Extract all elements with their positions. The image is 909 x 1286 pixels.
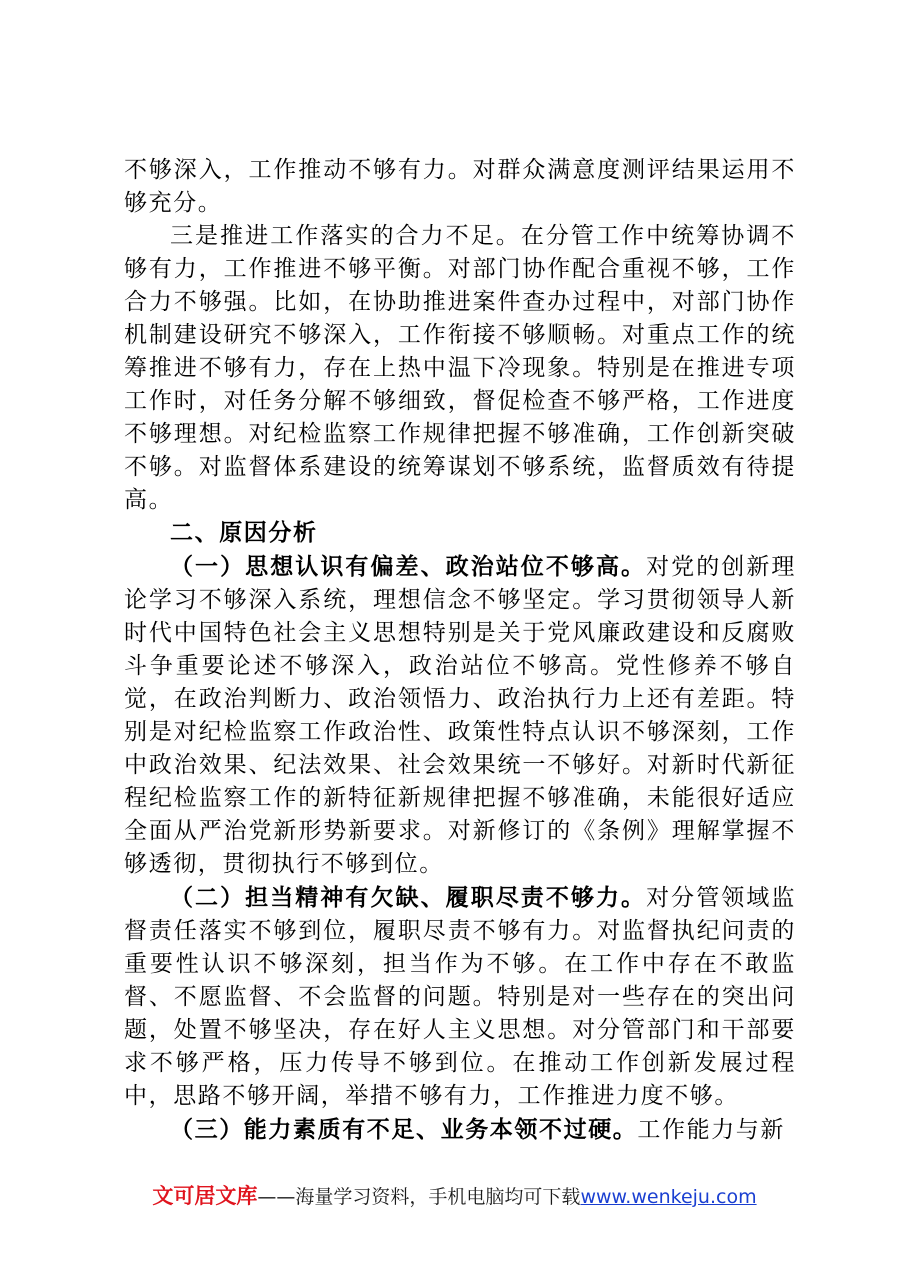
subsection-body: 对党的创新理论学习不够深入系统，理想信念不够坚定。学习贯彻领导人新时代中国特色社会主义思想特别是关于党风廉政建设和反腐败斗争重要论述不够深入，政治站位不够高。党性修养不够自觉，在政治判断力、政治领悟力、政治执行力上还有差距。特别是对纪检监察工作政治性、政策性特点认识不够深刻，工作中政治效果、纪法效果、社会效果统一不够好。对新时代新征程纪检监察工作的新特征新规律把握不够准确，未能很好适应全面从严治党新形势新要求。对新修订的《条例》理解掌握不够透彻，贯彻执行不够到位。 — [124, 554, 796, 877]
subsection-paragraph — [124, 881, 796, 1113]
document-body — [124, 154, 796, 1147]
subsection-heading: （一）思想认识有偏差、政治站位不够高。 — [170, 553, 647, 580]
continued-paragraph: 不够深入，工作推动不够有力。对群众满意度测评结果运用不够充分。 — [124, 157, 796, 216]
subsection-body: 对分管领域监督责任落实不够到位，履职尽责不够有力。对监督执纪问责的重要性认识不够深刻，担当作为不够。在工作中存在不敢监督、不愿监督、不会监督的问题。特别是对一些存在的突出问题，处置不够坚决，存在好人主义思想。对分管部门和干部要求不够严格，压力传导不够到位。在推动工作创新发展过程中，思路不够开阔，举措不够有力，工作推进力度不够。 — [124, 885, 796, 1109]
footer-link[interactable]: www.wenkeju.com — [580, 1186, 757, 1208]
paragraph-three: 三是推进工作落实的合力不足。在分管工作中统筹协调不够有力，工作推进不够平衡。对部门协作配合重视不够，工作合力不够强。比如，在协助推进案件查办过程中，对部门协作机制建设研究不够深入，工作衔接不够顺畅。对重点工作的统筹推进不够有力，存在上热中温下冷现象。特别是在推进专项工作时，对任务分解不够细致，督促检查不够严格，工作进度不够理想。对纪检监察工作规律把握不够准确，工作创新突破不够。对监督体系建设的统筹谋划不够系统，监督质效有待提高。 — [124, 223, 796, 513]
subsection-paragraph — [124, 550, 796, 881]
section-heading: 二、原因分析 — [170, 520, 318, 546]
subsection-paragraph — [124, 1113, 796, 1147]
subsection-heading: （二）担当精神有欠缺、履职尽责不够力。 — [170, 884, 647, 911]
subsection-heading: （三）能力素质有不足、业务本领不过硬。 — [170, 1116, 638, 1143]
footer-slogan: ——海量学习资料，手机电脑均可下载 — [257, 1186, 581, 1208]
footer-brand: 文可居文库 — [152, 1184, 258, 1208]
footer-banner — [0, 1183, 909, 1210]
subsection-body: 工作能力与新 — [637, 1117, 786, 1143]
